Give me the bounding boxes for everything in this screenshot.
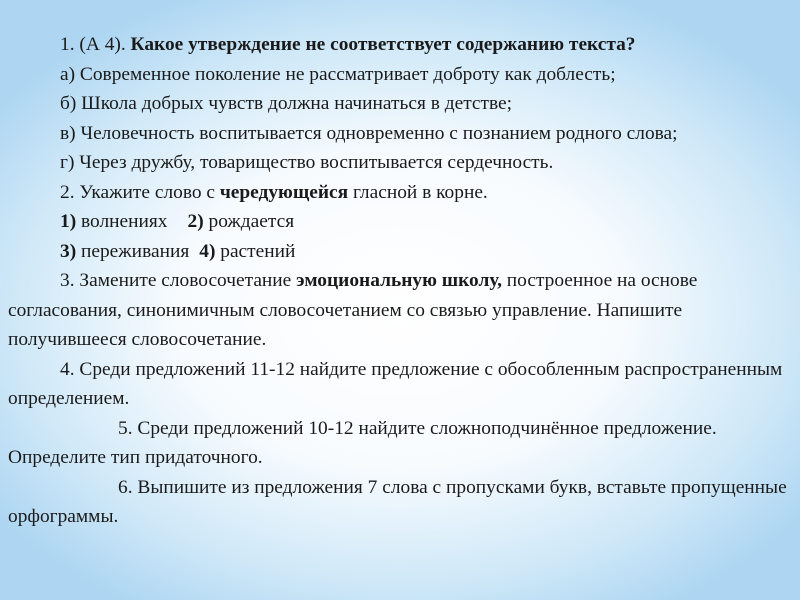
choice-2-word: рождается bbox=[203, 211, 295, 232]
question-3-tail: построенное на основе согласования, синонимичным словосочетанием со связью управление. Напишите получившееся словосочетание. bbox=[8, 270, 698, 350]
question-2-choices-row-2 bbox=[8, 237, 792, 267]
option-v: в) Человечность воспитывается одновременно с познанием родного слова; bbox=[60, 122, 678, 144]
question-1-text: Какое утверждение не соответствует содержанию текста? bbox=[130, 34, 636, 55]
choice-3-word: переживания bbox=[76, 240, 190, 262]
option-g: г) Через дружбу, товарищество воспитывается сердечность. bbox=[60, 152, 554, 173]
question-4: 4. Среди предложений 11-12 найдите предложение с обособленным распространенным определением. bbox=[8, 358, 783, 409]
question-5: 5. Среди предложений 10-12 найдите сложноподчинённое предложение. Определите тип придаточного. bbox=[8, 417, 717, 468]
option-a: а) Современное поколение не рассматривает доброту как доблесть; bbox=[60, 63, 616, 85]
question-2-choices-row-1 bbox=[8, 207, 792, 237]
choice-4-word: растений bbox=[215, 240, 296, 262]
question-3 bbox=[8, 266, 792, 355]
choice-3-number: 3) bbox=[60, 240, 77, 262]
option-b: б) Школа добрых чувств должна начинаться в детстве; bbox=[60, 93, 513, 114]
question-3-emphasis: эмоциональную школу, bbox=[296, 270, 502, 291]
question-2-tail: гласной в корне. bbox=[348, 181, 488, 203]
choice-1-word: волнениях bbox=[76, 211, 168, 232]
choice-4-number: 4) bbox=[199, 240, 216, 262]
choice-1-number: 1) bbox=[60, 211, 77, 232]
question-1-number: 1. (А 4). bbox=[60, 34, 131, 55]
choice-2-number: 2) bbox=[187, 211, 204, 232]
question-1 bbox=[8, 30, 792, 60]
question-6: 6. Выпишите из предложения 7 слова с пропусками букв, вставьте пропущенные орфограммы. bbox=[8, 476, 787, 527]
question-2-lead: 2. Укажите слово с bbox=[60, 181, 220, 203]
question-2 bbox=[8, 178, 792, 208]
question-2-emphasis: чередующейся bbox=[219, 181, 349, 203]
slide-content bbox=[8, 30, 792, 532]
question-3-lead: 3. Замените словосочетание bbox=[60, 270, 297, 291]
